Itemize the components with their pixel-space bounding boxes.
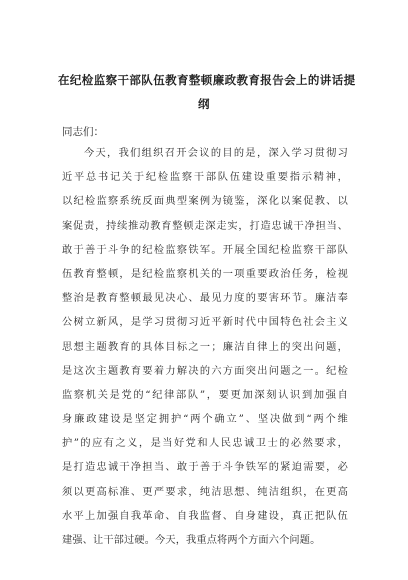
paragraph-line: 整治是教育整顿最见决心、最见力度的要害环节。廉洁奉 (62, 293, 348, 305)
paragraph-line: 是这次主题教育要着力解决的六方面突出问题之一。纪检 (62, 365, 348, 377)
paragraph-line: 案促责，持续推动教育整顿走深走实，打造忠诚干净担当、 (62, 220, 348, 232)
paragraph-line: 身廉政建设是坚定拥护“两个确立”、坚决做到“两个维 (62, 414, 348, 426)
body-paragraph (62, 142, 348, 553)
paragraph-line: 是打造忠诚干净担当、敢于善于斗争铁军的紧迫需要，必 (62, 462, 348, 474)
paragraph-line: 监察机关是党的“纪律部队”，要更加深刻认识到加强自 (62, 389, 348, 401)
paragraph-line: 水平上加强自我革命、自我监督、自身建设，真正把队伍 (62, 510, 348, 522)
paragraph-line: 敢于善于斗争的纪检监察铁军。开展全国纪检监察干部队 (62, 244, 348, 256)
title-line: 纲 (198, 97, 210, 111)
paragraph-line: 公树立新风，是学习贯彻习近平新时代中国特色社会主义 (62, 317, 348, 329)
paragraph-line: 近平总书记关于纪检监察干部队伍建设重要指示精神， (62, 172, 348, 184)
paragraph-line: 须以更高标准、更严要求，纯洁思想、纯洁组织，在更高 (62, 486, 348, 498)
title-line: 在纪检监察干部队伍教育整顿廉政教育报告会上的讲话提 (58, 73, 356, 87)
document-title (58, 68, 356, 116)
paragraph-line: 伍教育整顿，是纪检监察机关的一项重要政治任务，检视 (62, 268, 348, 280)
paragraph-line: 思想主题教育的具体目标之一；廉洁自律上的突出问题， (62, 341, 348, 353)
paragraph-line: 以纪检监察系统反面典型案例为镜鉴，深化以案促教、以 (62, 196, 348, 208)
paragraph-line: 护”的应有之义，是当好党和人民忠诚卫士的必然要求， (62, 438, 348, 450)
paragraph-line: 今天，我们组织召开会议的目的是，深入学习贯彻习 (84, 148, 348, 159)
greeting: 同志们： (62, 126, 104, 138)
paragraph-line: 建强、让干部过硬。今天，我重点将两个方面六个问题。 (62, 535, 321, 546)
